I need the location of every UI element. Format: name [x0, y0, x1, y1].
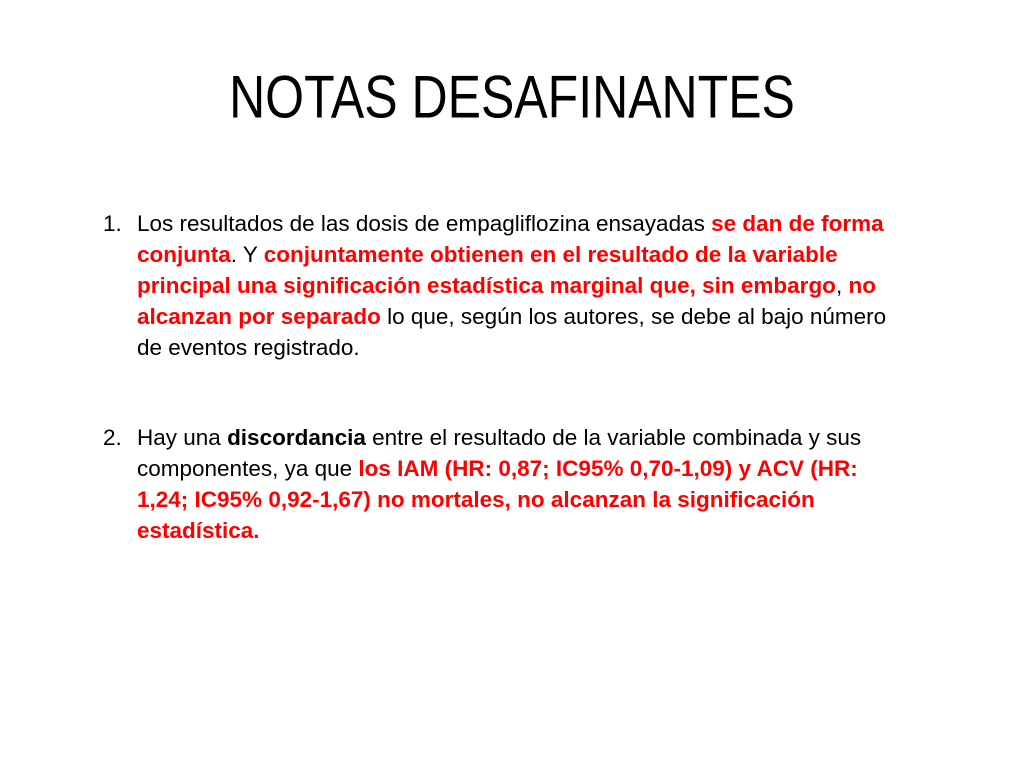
- text-line: [137, 239, 1017, 270]
- text-segment: de eventos registrado.: [137, 335, 360, 360]
- highlighted-text: no: [848, 273, 876, 298]
- bold-text: discordancia: [227, 425, 366, 450]
- text-line: [137, 484, 1017, 515]
- list-item-text: [137, 422, 1017, 546]
- text-segment: Los resultados de las dosis de empagliflozina ensayadas: [137, 211, 712, 236]
- text-segment: Hay una: [137, 425, 228, 450]
- highlighted-text: principal una significación estadística marginal que, sin embargo: [137, 273, 836, 298]
- text-line: [137, 301, 1017, 332]
- highlighted-text: conjuntamente obtienen en el resultado de la variable: [263, 242, 838, 267]
- list-item-number: 1.: [103, 211, 122, 236]
- slide-title: NOTAS DESAFINANTES: [229, 63, 795, 131]
- text-line: [137, 453, 1017, 484]
- text-segment: lo que, según los autores, se debe al bajo número: [380, 304, 887, 329]
- text-segment: componentes, ya que: [137, 456, 359, 481]
- highlighted-text: alcanzan por separado: [137, 304, 381, 329]
- highlighted-text: estadística.: [137, 518, 260, 543]
- list-item-number: 2.: [103, 425, 122, 450]
- text-line: [137, 515, 1017, 546]
- highlighted-text: se dan de forma: [711, 211, 884, 236]
- highlighted-text: 1,24; IC95% 0,92-1,67) no mortales, no alcanzan la significación: [137, 487, 815, 512]
- text-segment: . Y: [230, 242, 264, 267]
- list-item-text: [137, 208, 1017, 363]
- text-line: [137, 422, 1017, 453]
- text-segment: ,: [835, 273, 849, 298]
- text-line: [137, 332, 1017, 363]
- text-line: [137, 208, 1017, 239]
- text-line: [137, 270, 1017, 301]
- highlighted-text: conjunta: [137, 242, 231, 267]
- highlighted-text: los IAM (HR: 0,87; IC95% 0,70-1,09) y ACV (HR:: [358, 456, 858, 481]
- text-segment: entre el resultado de la variable combinada y sus: [365, 425, 862, 450]
